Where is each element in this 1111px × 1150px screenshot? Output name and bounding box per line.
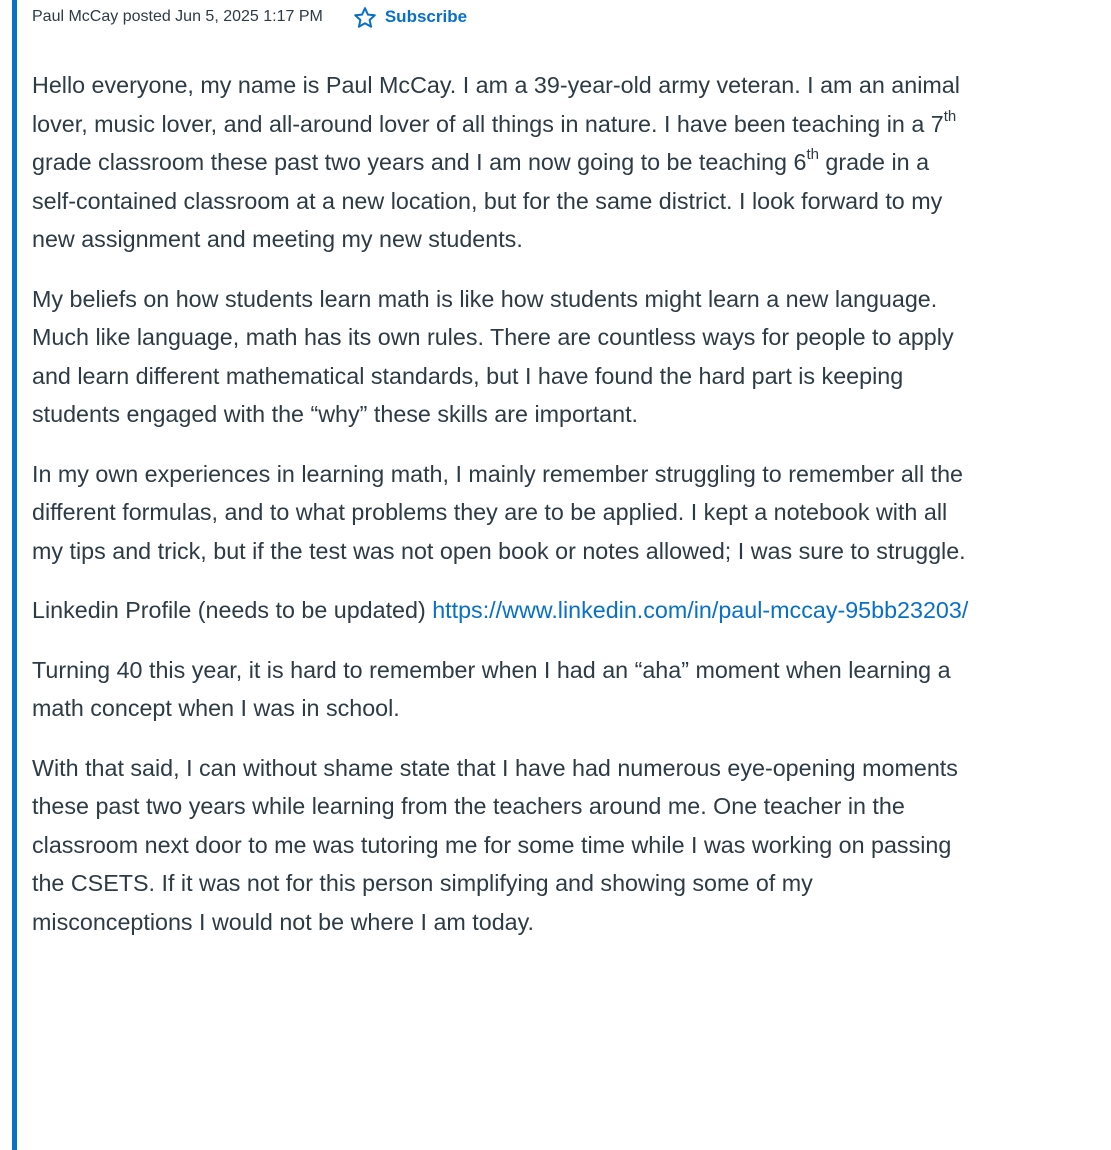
post-body xyxy=(32,66,977,962)
discussion-post xyxy=(12,0,1111,1150)
paragraph-text: Linkedin Profile (needs to be updated) xyxy=(32,597,433,623)
subscribe-button[interactable] xyxy=(353,5,467,29)
post-meta: Paul McCay posted Jun 5, 2025 1:17 PM xyxy=(32,8,323,25)
subscribe-label: Subscribe xyxy=(384,7,468,26)
paragraph-text: grade classroom these past two years and I am now going to be teaching 6 xyxy=(32,149,807,175)
post-paragraph: With that said, I can without shame state that I have had numerous eye-opening moments these past two years while learning from the teachers around me. One teacher in the classroom next door to me was tutoring me for some time while I was working on passing the CSETS. If it was not for this person simplifying and showing some of my misconceptions I would not be where I am today. xyxy=(32,754,958,935)
linkedin-profile-link[interactable]: https://www.linkedin.com/in/paul-mccay-95bb23203/ xyxy=(432,597,969,623)
post-paragraph: My beliefs on how students learn math is like how students might learn a new language. Much like language, math has its own rules. There are countless ways for people to apply and learn different mathematical standards, but I have found the hard part is keeping students engaged with the “why” these skills are important. xyxy=(32,285,954,427)
superscript: th xyxy=(806,146,819,164)
post-paragraph xyxy=(32,591,977,630)
post-paragraph xyxy=(32,66,977,259)
star-outline-icon xyxy=(353,6,377,30)
post-paragraph: In my own experiences in learning math, I mainly remember struggling to remember all the different formulas, and to what problems they are to be applied. I kept a notebook with all my tips and trick, but if the test was not open book or notes allowed; I was sure to struggle. xyxy=(32,460,966,564)
paragraph-text: grade in a self-contained classroom at a new location, but for the same district. I look forward to my new assignment and meeting my new students. xyxy=(32,149,943,252)
post-paragraph: Turning 40 this year, it is hard to remember when I had an “aha” moment when learning a math concept when I was in school. xyxy=(32,656,951,721)
post-header xyxy=(32,3,467,31)
paragraph-text: Hello everyone, my name is Paul McCay. I am a 39-year-old army veteran. I am an animal lover, music lover, and all-around lover of all things in nature. I have been teaching in a 7 xyxy=(32,72,960,137)
superscript: th xyxy=(943,107,957,125)
